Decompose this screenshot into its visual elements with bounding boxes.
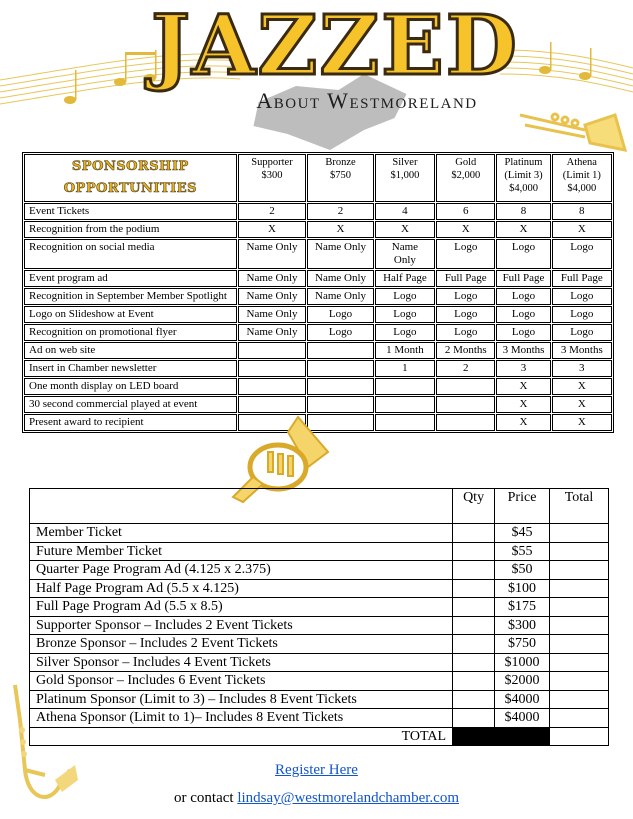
sponsorship-row xyxy=(24,306,612,323)
benefit-cell xyxy=(436,414,495,431)
benefit-cell: Logo xyxy=(496,288,550,305)
benefit-cell xyxy=(436,378,495,395)
order-item-price: $4000 xyxy=(495,690,550,709)
event-subtitle: About Westmoreland xyxy=(256,88,478,113)
benefit-cell xyxy=(375,414,435,431)
order-qty-input[interactable] xyxy=(453,709,495,728)
order-body xyxy=(30,524,609,728)
sponsorship-row xyxy=(24,288,612,305)
benefit-cell xyxy=(307,342,373,359)
benefit-cell: Name Only xyxy=(238,239,307,269)
order-header-price: Price xyxy=(495,489,550,524)
benefit-cell: Logo xyxy=(552,288,612,305)
benefit-label: Present award to recipient xyxy=(24,414,237,431)
benefit-label: Recognition on promotional flyer xyxy=(24,324,237,341)
order-form-table xyxy=(29,488,609,746)
benefit-cell: Full Page xyxy=(436,270,495,287)
benefit-cell: X xyxy=(552,396,612,413)
sponsorship-body xyxy=(24,203,612,431)
sponsorship-row xyxy=(24,203,612,220)
benefit-cell: Logo xyxy=(496,324,550,341)
benefit-label: Insert in Chamber newsletter xyxy=(24,360,237,377)
order-item-price: $50 xyxy=(495,561,550,580)
order-item-name: Half Page Program Ad (5.5 x 4.125) xyxy=(30,579,453,598)
benefit-cell xyxy=(238,360,307,377)
benefit-label: Recognition on social media xyxy=(24,239,237,269)
benefit-cell: X xyxy=(307,221,373,238)
order-line-total-input[interactable] xyxy=(550,579,609,598)
order-item-row xyxy=(30,524,609,543)
order-item-price: $45 xyxy=(495,524,550,543)
benefit-cell: Name Only xyxy=(238,288,307,305)
sponsorship-row xyxy=(24,396,612,413)
sponsorship-header-row xyxy=(24,154,612,202)
benefit-cell: 2 xyxy=(307,203,373,220)
benefit-cell: Half Page xyxy=(375,270,435,287)
benefit-cell: X xyxy=(496,378,550,395)
sponsorship-table xyxy=(22,152,614,433)
benefit-cell: Logo xyxy=(436,239,495,269)
total-blackout-cell xyxy=(453,727,550,746)
order-item-price: $175 xyxy=(495,598,550,617)
benefit-cell: Logo xyxy=(375,324,435,341)
order-header-row xyxy=(30,489,609,524)
benefit-label: Ad on web site xyxy=(24,342,237,359)
sponsorship-row xyxy=(24,221,612,238)
order-line-total-input[interactable] xyxy=(550,690,609,709)
order-qty-input[interactable] xyxy=(453,561,495,580)
benefit-cell: Logo xyxy=(436,324,495,341)
order-line-total-input[interactable] xyxy=(550,561,609,580)
order-item-price: $100 xyxy=(495,579,550,598)
benefit-cell: X xyxy=(552,221,612,238)
order-item-row xyxy=(30,616,609,635)
order-item-row xyxy=(30,561,609,580)
order-item-row xyxy=(30,653,609,672)
benefit-cell: Logo xyxy=(307,324,373,341)
benefit-cell xyxy=(307,396,373,413)
order-qty-input[interactable] xyxy=(453,542,495,561)
order-item-name: Member Ticket xyxy=(30,524,453,543)
benefit-cell xyxy=(307,378,373,395)
order-item-row xyxy=(30,709,609,728)
benefit-cell xyxy=(307,360,373,377)
benefit-cell xyxy=(238,378,307,395)
benefit-cell: 3 xyxy=(552,360,612,377)
benefit-cell: Logo xyxy=(552,239,612,269)
order-item-price: $55 xyxy=(495,542,550,561)
order-qty-input[interactable] xyxy=(453,690,495,709)
benefit-cell: Name Only xyxy=(375,239,435,269)
benefit-cell: 2 xyxy=(238,203,307,220)
order-item-price: $750 xyxy=(495,635,550,654)
header xyxy=(0,0,633,150)
order-item-name: Silver Sponsor – Includes 4 Event Tickets xyxy=(30,653,453,672)
benefit-cell: Name Only xyxy=(238,270,307,287)
contact-email-link[interactable]: lindsay@westmorelandchamber.com xyxy=(237,790,459,806)
order-line-total-input[interactable] xyxy=(550,616,609,635)
benefit-label: 30 second commercial played at event xyxy=(24,396,237,413)
benefit-cell: 8 xyxy=(496,203,550,220)
order-line-total-input[interactable] xyxy=(550,524,609,543)
sponsorship-title: SPONSORSHIP OPPORTUNITIES xyxy=(24,154,237,202)
order-item-row xyxy=(30,598,609,617)
contact-line xyxy=(0,790,633,807)
benefit-label: Recognition from the podium xyxy=(24,221,237,238)
order-qty-input[interactable] xyxy=(453,616,495,635)
benefit-cell: Logo xyxy=(436,288,495,305)
order-qty-input[interactable] xyxy=(453,672,495,691)
benefit-cell: Name Only xyxy=(307,239,373,269)
order-qty-input[interactable] xyxy=(453,653,495,672)
sponsorship-row xyxy=(24,378,612,395)
order-item-row xyxy=(30,690,609,709)
benefit-cell xyxy=(238,342,307,359)
sponsorship-row xyxy=(24,342,612,359)
benefit-cell: Full Page xyxy=(552,270,612,287)
benefit-cell: 1 xyxy=(375,360,435,377)
level-platinum: Platinum (Limit 3) $4,000 xyxy=(496,154,550,202)
sponsorship-row xyxy=(24,239,612,269)
benefit-label: One month display on LED board xyxy=(24,378,237,395)
order-header-item xyxy=(30,489,453,524)
level-gold: Gold $2,000 xyxy=(436,154,495,202)
benefit-cell: X xyxy=(496,221,550,238)
benefit-cell: 2 Months xyxy=(436,342,495,359)
benefit-cell: X xyxy=(496,396,550,413)
benefit-cell: X xyxy=(552,378,612,395)
benefit-cell xyxy=(238,396,307,413)
order-item-row xyxy=(30,635,609,654)
level-supporter: Supporter $300 xyxy=(238,154,307,202)
total-label: TOTAL xyxy=(30,727,453,746)
event-title: JAZZED xyxy=(151,0,519,94)
benefit-cell: 8 xyxy=(552,203,612,220)
benefit-cell: X xyxy=(238,221,307,238)
order-item-price: $2000 xyxy=(495,672,550,691)
benefit-cell: Name Only xyxy=(238,324,307,341)
order-line-total-input[interactable] xyxy=(550,635,609,654)
benefit-cell: 1 Month xyxy=(375,342,435,359)
benefit-cell xyxy=(375,378,435,395)
sponsorship-row xyxy=(24,270,612,287)
order-item-row xyxy=(30,579,609,598)
order-item-price: $300 xyxy=(495,616,550,635)
benefit-cell xyxy=(436,396,495,413)
benefit-cell: Logo xyxy=(375,288,435,305)
benefit-cell: X xyxy=(436,221,495,238)
benefit-cell: Logo xyxy=(552,306,612,323)
benefit-cell: Logo xyxy=(496,239,550,269)
benefit-label: Event program ad xyxy=(24,270,237,287)
order-item-row xyxy=(30,542,609,561)
order-item-price: $1000 xyxy=(495,653,550,672)
order-qty-input[interactable] xyxy=(453,598,495,617)
benefit-cell xyxy=(375,396,435,413)
order-line-total-input[interactable] xyxy=(550,598,609,617)
order-item-name: Future Member Ticket xyxy=(30,542,453,561)
benefit-cell: Logo xyxy=(552,324,612,341)
benefit-cell: 6 xyxy=(436,203,495,220)
benefit-cell: 3 Months xyxy=(496,342,550,359)
benefit-cell: 3 xyxy=(496,360,550,377)
benefit-cell: 3 Months xyxy=(552,342,612,359)
order-line-total-input[interactable] xyxy=(550,542,609,561)
order-qty-input[interactable] xyxy=(453,579,495,598)
level-bronze: Bronze $750 xyxy=(307,154,373,202)
benefit-cell: Name Only xyxy=(238,306,307,323)
benefit-cell: Logo xyxy=(436,306,495,323)
register-here-link[interactable]: Register Here xyxy=(275,762,358,778)
order-item-name: Gold Sponsor – Includes 6 Event Tickets xyxy=(30,672,453,691)
benefit-label: Recognition in September Member Spotlight xyxy=(24,288,237,305)
sponsorship-row xyxy=(24,360,612,377)
order-total-row xyxy=(30,727,609,746)
order-item-name: Full Page Program Ad (5.5 x 8.5) xyxy=(30,598,453,617)
total-amount-input[interactable] xyxy=(550,727,609,746)
benefit-cell: Logo xyxy=(496,306,550,323)
order-item-name: Athena Sponsor (Limit to 1)– Includes 8 Event Tickets xyxy=(30,709,453,728)
benefit-label: Event Tickets xyxy=(24,203,237,220)
contact-prefix: or contact xyxy=(174,790,238,806)
order-item-name: Supporter Sponsor – Includes 2 Event Tickets xyxy=(30,616,453,635)
benefit-cell: 4 xyxy=(375,203,435,220)
order-qty-input[interactable] xyxy=(453,635,495,654)
benefit-cell: X xyxy=(375,221,435,238)
order-item-name: Bronze Sponsor – Includes 2 Event Tickets xyxy=(30,635,453,654)
benefit-cell: 2 xyxy=(436,360,495,377)
trumpet-icon xyxy=(515,95,630,155)
benefit-label: Logo on Slideshow at Event xyxy=(24,306,237,323)
order-header-total: Total xyxy=(550,489,609,524)
register-line xyxy=(0,762,633,779)
benefit-cell: Name Only xyxy=(307,288,373,305)
level-athena: Athena (Limit 1) $4,000 xyxy=(552,154,612,202)
order-qty-input[interactable] xyxy=(453,524,495,543)
order-line-total-input[interactable] xyxy=(550,653,609,672)
order-item-name: Platinum Sponsor (Limit to 3) – Includes 8 Event Tickets xyxy=(30,690,453,709)
benefit-cell: X xyxy=(552,414,612,431)
level-silver: Silver $1,000 xyxy=(375,154,435,202)
benefit-cell: Full Page xyxy=(496,270,550,287)
benefit-cell: Logo xyxy=(375,306,435,323)
order-item-name: Quarter Page Program Ad (4.125 x 2.375) xyxy=(30,561,453,580)
order-line-total-input[interactable] xyxy=(550,709,609,728)
sponsorship-row xyxy=(24,324,612,341)
order-line-total-input[interactable] xyxy=(550,672,609,691)
benefit-cell: Name Only xyxy=(307,270,373,287)
order-item-price: $4000 xyxy=(495,709,550,728)
order-header-qty: Qty xyxy=(453,489,495,524)
benefit-cell: X xyxy=(496,414,550,431)
benefit-cell: Logo xyxy=(307,306,373,323)
order-item-row xyxy=(30,672,609,691)
